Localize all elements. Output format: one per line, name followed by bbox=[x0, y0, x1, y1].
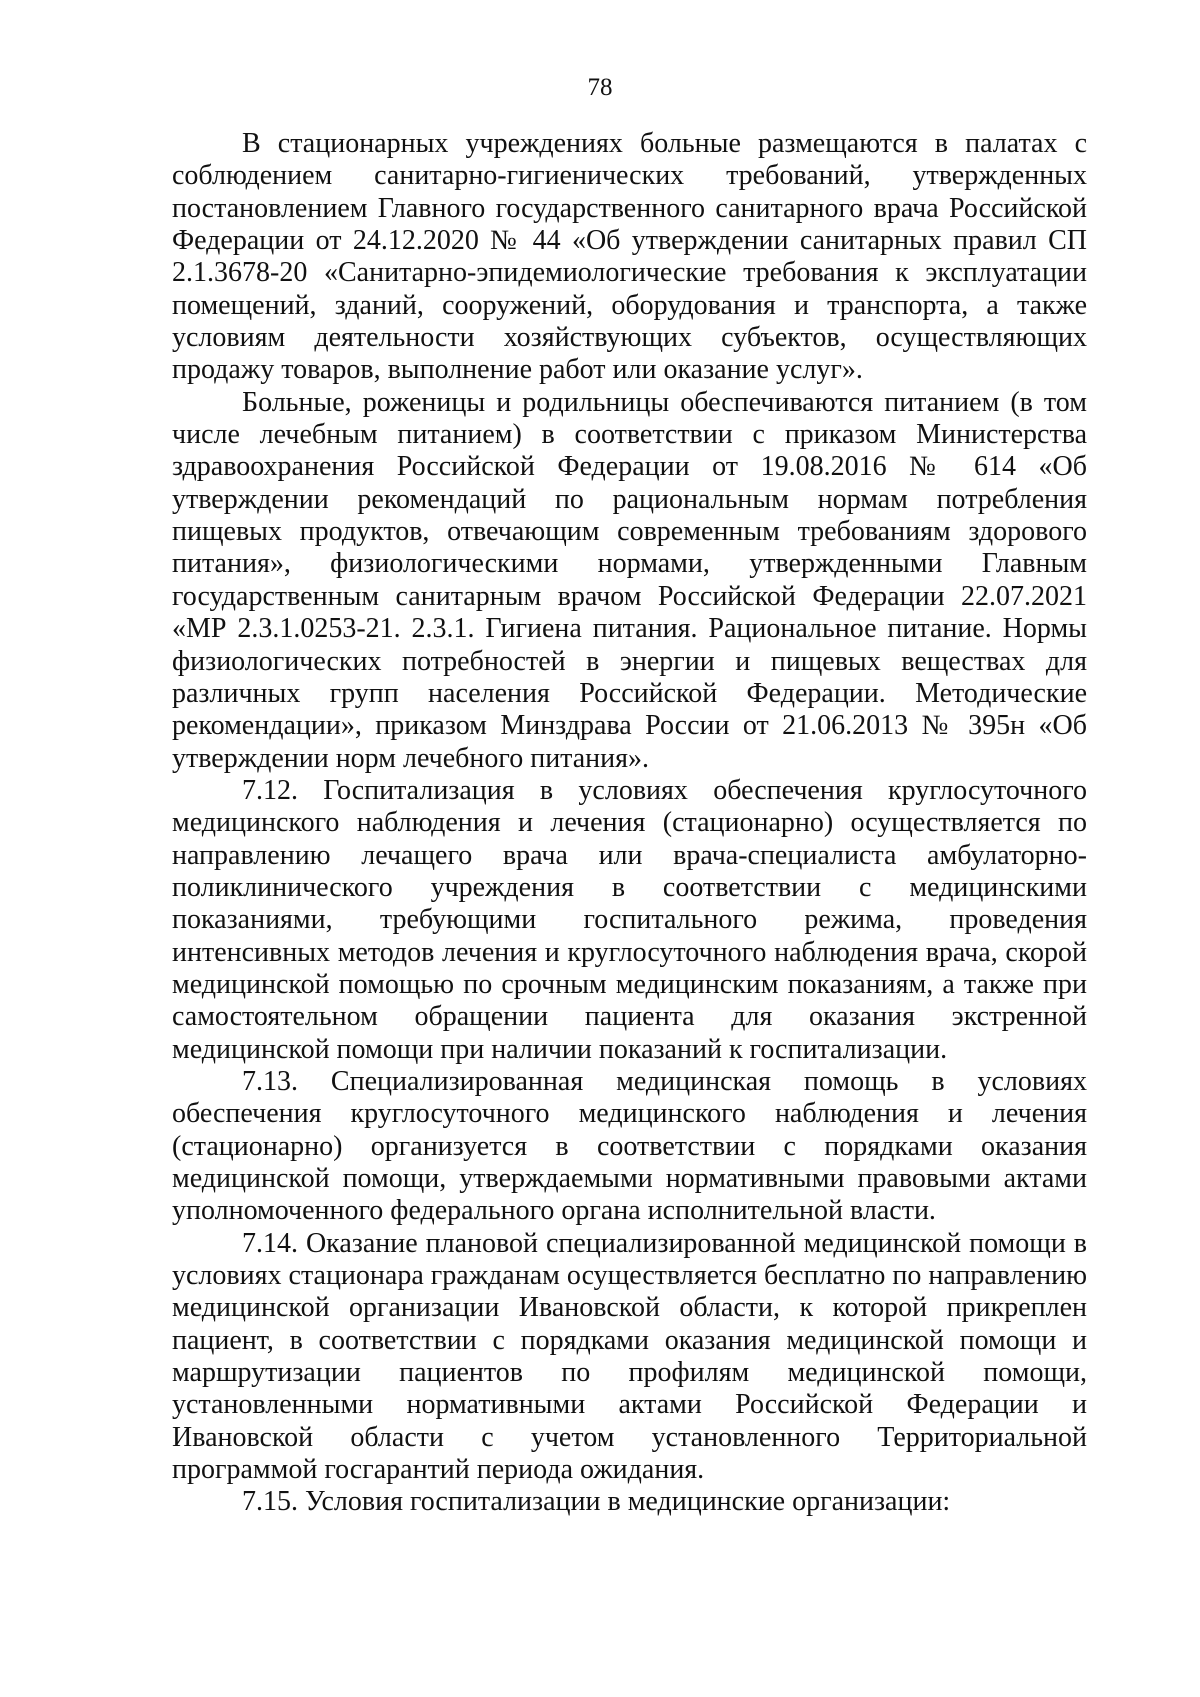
paragraph-7-14: 7.14. Оказание плановой специализированной медицинской помощи в условиях стационара гражданам осуществляется бесплатно по направлению медицинской организации Ивановской области, к которой прикреплен пациент, в соответствии с порядками оказания медицинской помощи и маршрутизации пациентов по профилям медицинской помощи, установленными нормативными актами Российской Федерации и Ивановской области с учетом установленного Территориальной программой госгарантий периода ожидания. bbox=[172, 1227, 1087, 1486]
paragraph-7-15: 7.15. Условия госпитализации в медицинские организации: bbox=[242, 1486, 951, 1518]
document-body bbox=[172, 128, 1087, 1519]
paragraph-hospital-wards: В стационарных учреждениях больные размещаются в палатах с соблюдением санитарно-гигиенических требований, утвержденных постановлением Главного государственного санитарного врача Российской Федерации от 24.12.2020 № 44 «Об утверждении санитарных правил СП 2.1.3678-20 «Санитарно-эпидемиологические требования к эксплуатации помещений, зданий, сооружений, оборудования и транспорта, а также условиям деятельности хозяйствующих субъектов, осуществляющих продажу товаров, выполнение работ или оказание услуг». bbox=[172, 128, 1087, 386]
page-number: 78 bbox=[587, 74, 613, 101]
paragraph-7-12: 7.12. Госпитализация в условиях обеспечения круглосуточного медицинского наблюдения и лечения (стационарно) осуществляется по направлению лечащего врача или врача-специалиста амбулаторно-поликлинического учреждения в соответствии с медицинскими показаниями, требующими госпитального режима, проведения интенсивных методов лечения и круглосуточного наблюдения врача, скорой медицинской помощью по срочным медицинским показаниям, а также при самостоятельном обращении пациента для оказания экстренной медицинской помощи при наличии показаний к госпитализации. bbox=[172, 774, 1087, 1065]
paragraph-7-13: 7.13. Специализированная медицинская помощь в условиях обеспечения круглосуточного медицинского наблюдения и лечения (стационарно) организуется в соответствии с порядками оказания медицинской помощи, утверждаемыми нормативными правовыми актами уполномоченного федерального органа исполнительной власти. bbox=[172, 1065, 1087, 1227]
paragraph-patient-nutrition: Больные, роженицы и родильницы обеспечиваются питанием (в том числе лечебным питанием) в соответствии с приказом Министерства здравоохранения Российской Федерации от 19.08.2016 № 614 «Об утверждении рекомендаций по рациональным нормам потребления пищевых продуктов, отвечающим современным требованиям здорового питания», физиологическими нормами, утвержденными Главным государственным санитарным врачом Российской Федерации 22.07.2021 «МР 2.3.1.0253-21. 2.3.1. Гигиена питания. Рациональное питание. Нормы физиологических потребностей в энергии и пищевых веществах для различных групп населения Российской Федерации. Методические рекомендации», приказом Минздрава России от 21.06.2013 № 395н «Об утверждении норм лечебного питания». bbox=[172, 386, 1087, 774]
